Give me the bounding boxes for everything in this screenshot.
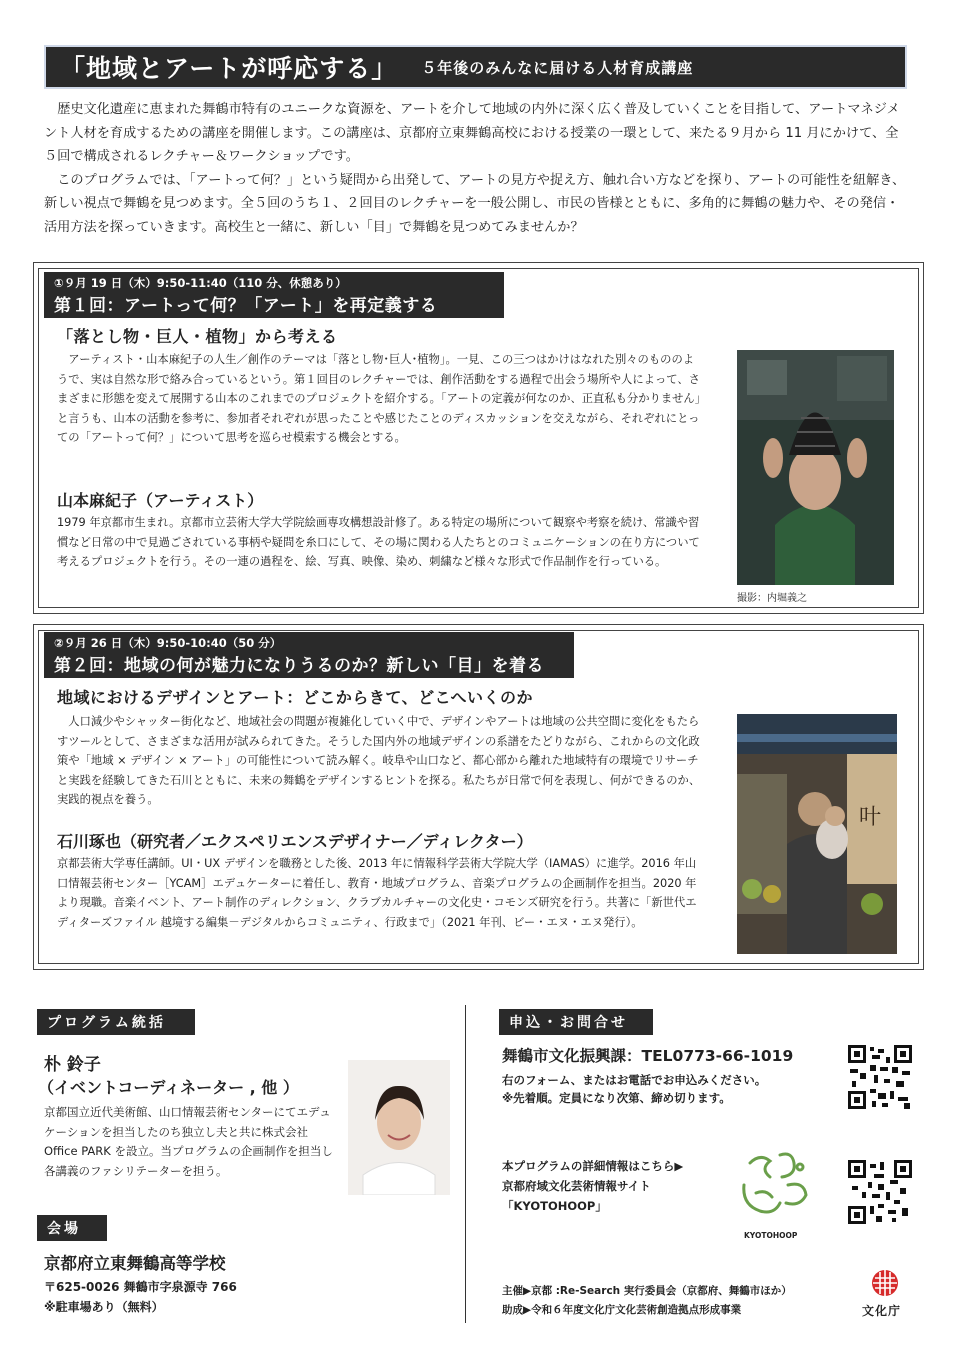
info-site-title: 「KYOTOHOOP」 bbox=[502, 1199, 607, 1213]
kyotohoop-logo-text: KYOTOHOOP bbox=[744, 1231, 798, 1240]
session2-description: 人口減少やシャッター街化など、地域社会の問題が複雑化していく中で、デザインやアートは地域の公共空間に変化をもたらすツールとして、さまざまな活用が試みられてきた。そうした国内外の地域デザインの系譜をたどりながら、これからの文化政策や「地域 × デザイン × アート」の可能性について読み解く。岐阜や山口など、都心部から離れた地域特有の環境でリサーチと実践を経験してきた石川とともに、未来の舞鶴をデザインするヒントを探る。私たちが日常で何を表現し、何ができるのか、実践的視点を養う。 bbox=[57, 715, 701, 807]
organizer-credit: 主催▶京都 :Re-Search 実行委員会（京都府、舞鶴市ほか） bbox=[502, 1285, 792, 1297]
venue-address: 〒625-0026 舞鶴市字泉源寺 766 bbox=[44, 1280, 237, 1294]
program-label: プログラム統括 bbox=[37, 1009, 195, 1035]
program-director-bio: 京都国立近代美術館、山口情報芸術センターにてエデュケーションを担当したのち独立し夫と共に株式会社 Office PARK を設立。当プログラムの企画制作を担当し各講義のファシリテーターを担う。 bbox=[44, 1105, 333, 1178]
agency-logo-text: 文化庁 bbox=[862, 1304, 902, 1318]
photo-credit: 撮影：内堀義之 bbox=[737, 593, 807, 604]
intro-text bbox=[44, 98, 910, 239]
program-director-name: 朴 鈴子 bbox=[44, 1055, 101, 1075]
intro-paragraph: 歴史文化遺産に恵まれた舞鶴市特有のユニークな資源を、アートを介して地域の内外に深く広く普及していくことを目指して、アートマネジメント人材を育成するための講座を開催します。この講座は、京都府立東舞鶴高校における授業の一環として、来たる９月から 11 月にかけて、全５回で構成されるレクチャー＆ワークショップです。 bbox=[44, 102, 900, 164]
venue-parking: ※駐車場あり（無料） bbox=[44, 1300, 164, 1314]
contact-tel: 舞鶴市文化振興課：TEL0773-66-1019 bbox=[502, 1047, 794, 1065]
info-site-name: 京都府域文化芸術情報サイト bbox=[502, 1179, 651, 1193]
session2-subtitle: 地域におけるデザインとアート：どこからきて、どこへいくのか bbox=[57, 688, 533, 707]
program-director-role: （イベントコーディネーター , 他 ） bbox=[38, 1078, 299, 1097]
session2-date: ②９月 26 日（木）9:50-10:40（50 分） bbox=[54, 636, 282, 650]
session2-speaker-name: 石川琢也（研究者／エクスペリエンスデザイナー／ディレクター） bbox=[57, 832, 533, 851]
speaker-photo-ishikawa bbox=[737, 714, 897, 954]
page-title: 「地域とアートが呼応する」 bbox=[60, 54, 398, 83]
venue-name: 京都府立東舞鶴高等学校 bbox=[44, 1254, 226, 1273]
program-director-photo bbox=[348, 1060, 450, 1195]
contact-note: 右のフォーム、またはお電話でお申込みください。 bbox=[502, 1073, 767, 1087]
column-divider bbox=[465, 1005, 466, 1323]
session1-speaker-bio: 1979 年京都市生まれ。京都市立芸術大学大学院絵画専攻構想設計修了。ある特定の場所について観察や考察を続け、常識や習慣など日常の中で見過ごされている事柄や疑問を糸口にして、その場に関わる人たちとのコミュニケーションの在り方について考えるプロジェクトを行う。その一連の過程を、絵、写真、映像、染め、刺繍など様々な形式で作品制作を行っている。 bbox=[57, 516, 700, 569]
session1-heading: 第１回：アートって何？「アート」を再定義する bbox=[54, 296, 438, 316]
svg-text:叶: 叶 bbox=[859, 805, 882, 830]
support-credit: 助成▶令和６年度文化庁文化芸術創造拠点形成事業 bbox=[502, 1304, 742, 1316]
session2-header bbox=[44, 632, 574, 678]
session2-speaker-bio: 京都芸術大学専任講師。UI・UX デザインを職務とした後、2013 年に情報科学芸術大学院大学（IAMAS）に進学。2016 年山口情報芸術センター［YCAM］エデュケーターに着任し、教育・地域プログラム、音楽プログラムの企画制作を担当。2020 年より現職。音楽イベント、アート制作のディレクション、クラブカルチャーの文化史・コモンズ研究を行う。共著に「新世代エディターズファイル 越境する編集－デジタルからコミュニティ、行政まで」（2021 年刊、ビー・エヌ・エヌ発行）。 bbox=[57, 857, 697, 929]
contact-label: 申込・お問合せ bbox=[499, 1009, 653, 1035]
speaker-photo-yamamoto bbox=[737, 350, 894, 585]
venue-label: 会場 bbox=[37, 1215, 107, 1241]
info-link-text: 本プログラムの詳細情報はこちら▶ bbox=[502, 1159, 684, 1173]
session2-heading: 第２回：地域の何が魅力になりうるのか？新しい「目」を着る bbox=[54, 656, 544, 676]
contact-note: ※先着順。定員になり次第、締め切ります。 bbox=[502, 1091, 731, 1105]
session1-date: ①９月 19 日（木）9:50-11:40（110 分、休憩あり） bbox=[54, 276, 347, 290]
session1-header bbox=[44, 272, 504, 318]
page-subtitle: ５年後のみんなに届ける人材育成講座 bbox=[421, 58, 694, 77]
application-form-qr-code[interactable] bbox=[848, 1045, 912, 1109]
kyotohoop-logo bbox=[730, 1145, 820, 1245]
session1-speaker-name: 山本麻紀子（アーティスト） bbox=[57, 491, 264, 510]
agency-for-cultural-affairs-logo bbox=[862, 1268, 912, 1320]
session1-description: アーティスト・山本麻紀子の人生／創作のテーマは「落とし物･巨人･植物」。一見、この三つはかけはなれた別々のもののようで、実は自然な形で絡み合っているという。第１回目のレクチャーでは、創作活動をする過程で出会う場所や人によって、さまざまに形態を変えて展開する山本のこれまでのプロジェクトを紹介する。「アートの定義が何なのか、正直私も分かりません」と言うも、山本の活動を参考に、参加者それぞれが思ったことや感じたことのディスカッションを交えながら、それぞれにとっての「アートって何？」について思考を巡らせ模索する機会とする。 bbox=[57, 353, 701, 445]
session1-subtitle: 「落とし物・巨人・植物」から考える bbox=[57, 327, 338, 346]
intro-paragraph: このプログラムでは、「アートって何？」という疑問から出発して、アートの見方や捉え方、触れ合い方などを探り、アートの可能性を紐解き、新しい視点で舞鶴を見つめます。全５回のうち１、２回目のレクチャーを一般公開し、市民の皆様とともに、多角的に舞鶴の魅力や、その発信・活用方法を探っていきます。高校生と一緒に、新しい「目」で舞鶴を見つめてみませんか？ bbox=[44, 172, 906, 235]
title-banner bbox=[44, 45, 907, 89]
kyotohoop-qr-code[interactable] bbox=[848, 1160, 912, 1224]
